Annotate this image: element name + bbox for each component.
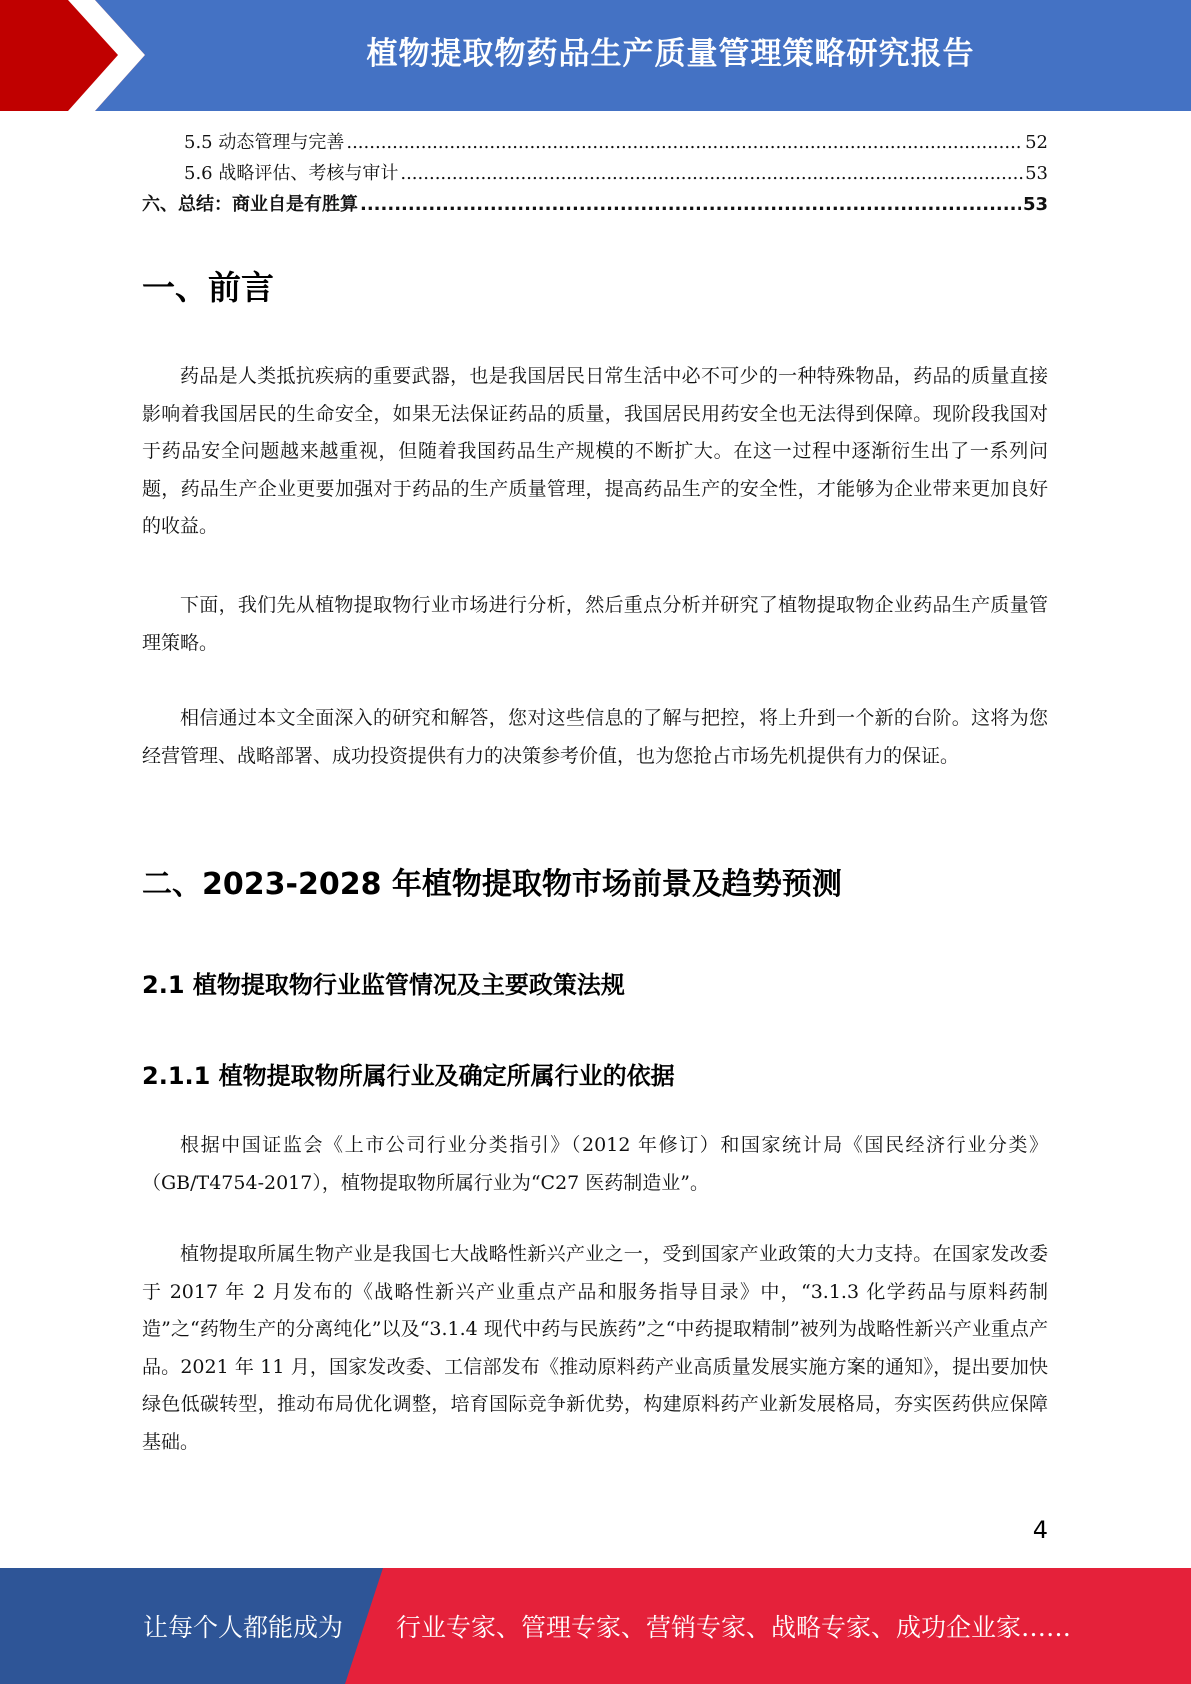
page-number: 4 (1032, 1516, 1048, 1544)
body-paragraph: 相信通过本文全面深入的研究和解答，您对这些信息的了解与把控，将上升到一个新的台阶。这将为您经营管理、战略部署、成功投资提供有力的决策参考价值，也为您抢占市场先机提供有力的保证。 (142, 707, 1048, 767)
toc-entry-label: 5.6 战略评估、考核与审计 (184, 163, 399, 184)
toc-entry[interactable] (142, 190, 1048, 221)
toc-entry-page: 52 (1025, 132, 1048, 153)
report-title: 植物提取物药品生产质量管理策略研究报告 (366, 35, 975, 72)
table-of-contents (142, 128, 1048, 221)
subsubsection-heading: 2.1.1 植物提取物所属行业及确定所属行业的依据 (142, 1062, 675, 1090)
toc-entry[interactable] (142, 128, 1048, 159)
toc-leader-dots (400, 163, 1023, 184)
body-paragraph: 下面，我们先从植物提取物行业市场进行分析，然后重点分析并研究了植物提取物企业药品生产质量管理策略。 (142, 594, 1048, 654)
page-header (0, 0, 1191, 111)
toc-entry-label: 5.5 动态管理与完善 (184, 132, 345, 153)
body-paragraph: 植物提取所属生物产业是我国七大战略性新兴产业之一，受到国家产业政策的大力支持。在国家发改委于 2017 年 2 月发布的《战略性新兴产业重点产品和服务指导目录》中，“3.1.3 化学药品与原料药制造”之“药物生产的分离纯化”以及“3.1.4 现代中药与民族药”之“中药提取精制”被列为战略性新兴产业重点产品。2021 年 11 月，国家发改委、工信部发布《推动原料药产业高质量发展实施方案的通知》，提出要加快绿色低碳转型，推动布局优化调整，培育国际竞争新优势，构建原料药产业新发展格局，夯实医药供应保障基础。 (142, 1243, 1048, 1453)
toc-entry-page: 53 (1025, 163, 1048, 184)
section-heading-preface: 一、前言 (142, 268, 274, 307)
body-paragraph: 药品是人类抵抗疾病的重要武器，也是我国居民日常生活中必不可少的一种特殊物品，药品的质量直接影响着我国居民的生命安全，如果无法保证药品的质量，我国居民用药安全也无法得到保障。现阶段我国对于药品安全问题越来越重视，但随着我国药品生产规模的不断扩大。在这一过程中逐渐衍生出了一系列问题，药品生产企业更要加强对于药品的生产质量管理，提高药品生产的安全性，才能够为企业带来更加良好的收益。 (142, 365, 1048, 537)
toc-entry-label: 六、总结：商业自是有胜算 (142, 194, 358, 215)
section-heading-market: 二、2023-2028 年植物提取物市场前景及趋势预测 (142, 867, 842, 902)
subsection-heading: 2.1 植物提取物行业监管情况及主要政策法规 (142, 971, 625, 999)
chevron-arrow-icon (0, 0, 160, 111)
toc-entry[interactable] (142, 159, 1048, 190)
toc-leader-dots (360, 194, 1021, 215)
toc-entry-page: 53 (1022, 194, 1048, 215)
footer-slogan-left: 让每个人都能成为 (143, 1613, 344, 1642)
footer-slogan-right: 行业专家、管理专家、营销专家、战略专家、成功企业家…… (396, 1613, 1072, 1642)
body-paragraph: 根据中国证监会《上市公司行业分类指引》（2012 年修订）和国家统计局《国民经济行业分类》（GB/T4754-2017），植物提取物所属行业为“C27 医药制造业”。 (142, 1134, 1048, 1194)
toc-leader-dots (346, 132, 1023, 153)
page-footer (0, 1568, 1191, 1684)
